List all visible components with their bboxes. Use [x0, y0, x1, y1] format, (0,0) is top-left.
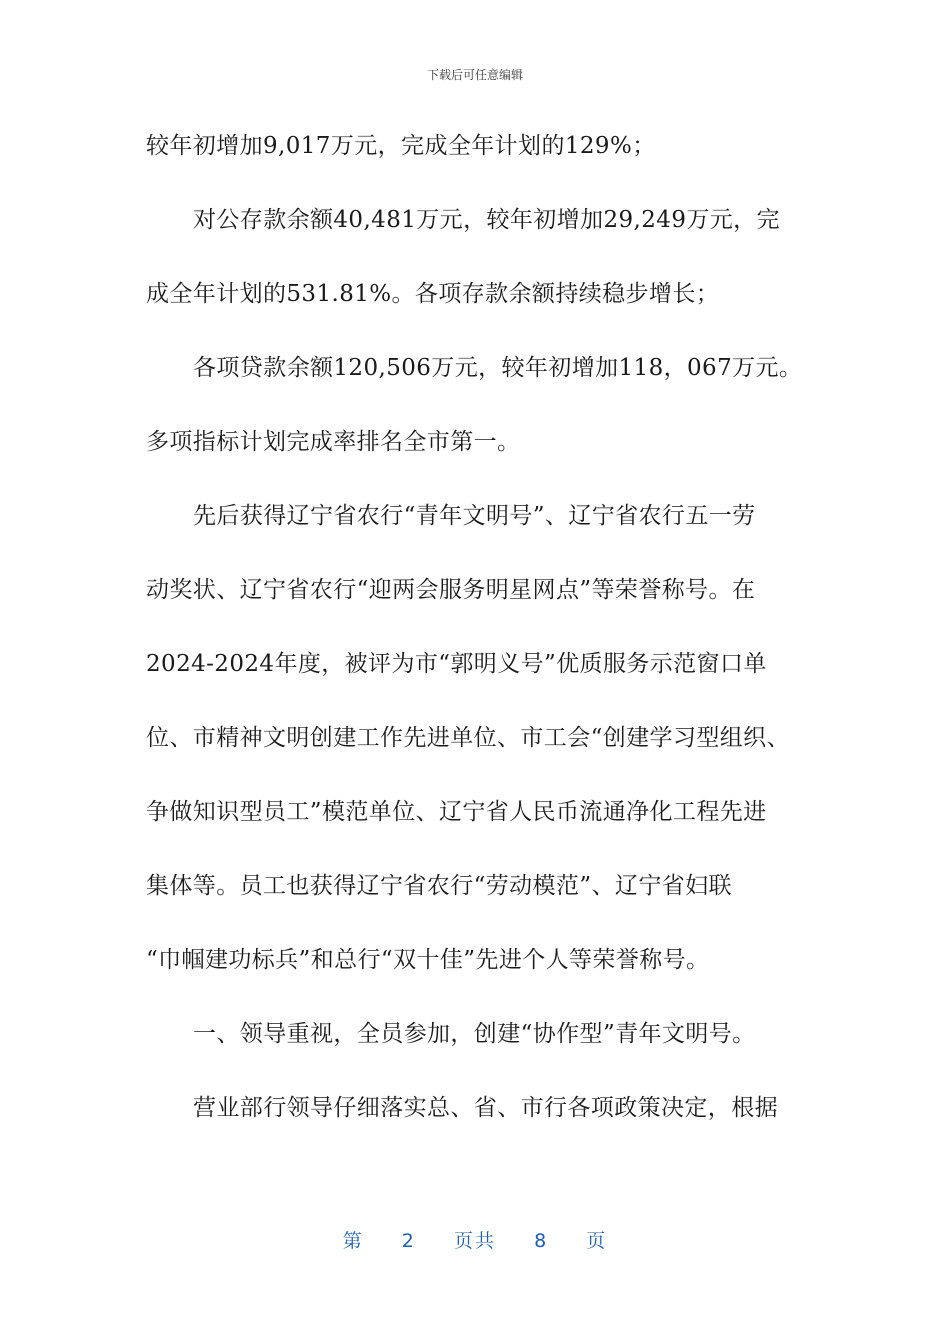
- footer-suffix: 页: [586, 1230, 608, 1252]
- document-body: [146, 126, 806, 1162]
- body-line-4: 各项贷款余额120,506万元，较年初增加118，067万元。: [193, 355, 803, 381]
- body-line-14: 营业部行领导仔细落实总、省、市行各项政策决定，根据: [193, 1095, 778, 1121]
- section-heading: 一、领导重视，全员参加，创建“协作型”青年文明号。: [193, 1021, 756, 1047]
- body-line-8: 2024-2024年度，被评为市“郭明义号”优质服务示范窗口单: [146, 651, 767, 677]
- footer-total-pages: 8: [534, 1230, 549, 1252]
- body-line-5: 多项指标计划完成率排名全市第一。: [146, 429, 521, 455]
- body-line-2: 对公存款余额40,481万元，较年初增加29,249万元，完: [193, 207, 780, 233]
- footer-current-page: 2: [401, 1230, 416, 1252]
- body-line-12: “巾帼建功标兵”和总行“双十佳”先进个人等荣誉称号。: [146, 947, 710, 973]
- body-line-9: 位、市精神文明创建工作先进单位、市工会“创建学习型组织、: [146, 725, 790, 751]
- body-line-11: 集体等。员工也获得辽宁省农行“劳动模范”、辽宁省妇联: [146, 873, 732, 899]
- footer-middle: 页共: [453, 1230, 496, 1252]
- body-line-1: 较年初增加9,017万元，完成全年计划的129%；: [146, 133, 656, 159]
- body-line-6: 先后获得辽宁省农行“青年文明号”、辽宁省农行五一劳: [193, 503, 756, 529]
- body-line-10: 争做知识型员工”模范单位、辽宁省人民币流通净化工程先进: [146, 799, 767, 825]
- page-header: 下载后可任意编辑: [426, 68, 523, 82]
- page-footer: [0, 1226, 950, 1253]
- footer-prefix: 第: [342, 1230, 364, 1252]
- body-line-3: 成全年计划的531.81%。各项存款余额持续稳步增长；: [146, 281, 720, 307]
- body-line-7: 动奖状、辽宁省农行“迎两会服务明星网点”等荣誉称号。在: [146, 577, 756, 603]
